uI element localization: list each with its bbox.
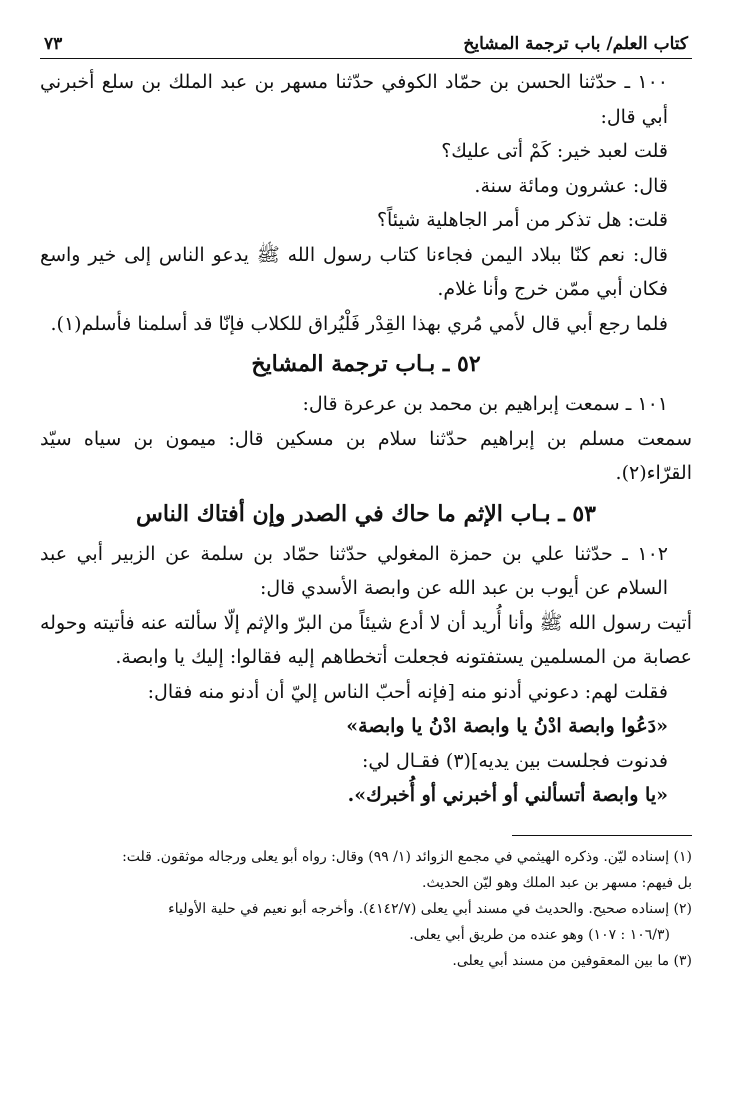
footnote-separator (512, 835, 692, 836)
chapter-heading-52: ٥٢ ـ بـاب ترجمة المشايخ (251, 351, 481, 377)
answer-line: قال: عشرون ومائة سنة. (474, 174, 668, 197)
hadith-102-isnad: ١٠٢ ـ حدّثنا علي بن حمزة المغولي حدّثنا حمّاد بن سلمة عن الزبير أبي عبد السلام عن أيوب بن عبد الله عن وابصة الأسدي قال: (40, 542, 668, 599)
question-line: قلت لعبد خير: كَمْ أتى عليك؟ (441, 140, 668, 162)
footnote-2-continued: (١٠٦/٣ : ١٠٧) وهو عنده من طريق أبي يعلى. (409, 926, 670, 943)
question-line-2: قلت: هل تذكر من أمر الجاهلية شيئاً؟ (376, 209, 668, 231)
page-number: ٧٣ (44, 34, 63, 54)
running-header (40, 34, 692, 59)
hadith-102-text: أتيت رسول الله ﷺ وأنا أُريد أن لا أدع شيئاً من البرّ والإثم إلّا سألته عنه فأتيته وحوله عصابة من المسلمين يستفتونه فجعلت أتخطاهم إليه فقالوا: إليك يا وابصة. (40, 611, 692, 668)
chapter-heading-53: ٥٣ ـ بـاب الإثم ما حاك في الصدر وإن أفتاك الناس (136, 500, 596, 527)
hadith-102-line-2: فدنوت فجلست بين يديه](٣) فقـال لي: (361, 749, 668, 772)
answer-line-2: قال: نعم كنّا ببلاد اليمن فجاءنا كتاب رسول الله ﷺ يدعو الناس إلى خير واسع فكان أبي ممّن خرج وأنا غلام. (40, 243, 668, 300)
prophet-quote-2: «يا وابصة أتسألني أو أخبرني أو أُخبرك». (347, 784, 668, 806)
footnote-2: (٢) إسناده صحيح. والحديث في مسند أبي يعلى (٤١٤٢/٧). وأخرجه أبو نعيم في حلية الأولياء (168, 900, 692, 917)
closing-line: فلما رجع أبي قال لأمي مُري بهذا القِدْر فَلْيُراق للكلاب فإنّا قد أسلمنا فأسلم(١). (50, 312, 668, 335)
hadith-101-text: سمعت مسلم بن إبراهيم حدّثنا سلام بن مسكين قال: ميمون بن سياه سيّد القرّاء(٢). (40, 427, 692, 484)
footnote-1-continued: بل فيهم: مسهر بن عبد الملك وهو ليّن الحديث. (422, 874, 692, 891)
book-page (40, 34, 692, 976)
hadith-101-isnad: ١٠١ ـ سمعت إبراهيم بن محمد بن عرعرة قال: (302, 393, 668, 415)
main-text (40, 65, 692, 813)
footnote-3: (٣) ما بين المعقوفين من مسند أبي يعلى. (452, 952, 692, 969)
hadith-100-isnad: ١٠٠ ـ حدّثنا الحسن بن حمّاد الكوفي حدّثنا مسهر بن عبد الملك بن سلع أخبرني أبي قال: (40, 71, 668, 128)
prophet-quote-1: «دَعُوا وابصة ادْنُ يا وابصة ادْنُ يا وابصة» (346, 715, 668, 737)
hadith-102-line: فقلت لهم: دعوني أدنو منه [فإنه أحبّ الناس إليّ أن أدنو منه فقال: (147, 680, 668, 703)
footnotes (40, 846, 692, 973)
footnote-1: (١) إسناده ليّن. وذكره الهيثمي في مجمع الزوائد (١/ ٩٩) وقال: رواه أبو يعلى ورجاله موثقون. قلت: (122, 848, 692, 865)
header-title: كتاب العلم/ باب ترجمة المشايخ (463, 34, 688, 54)
